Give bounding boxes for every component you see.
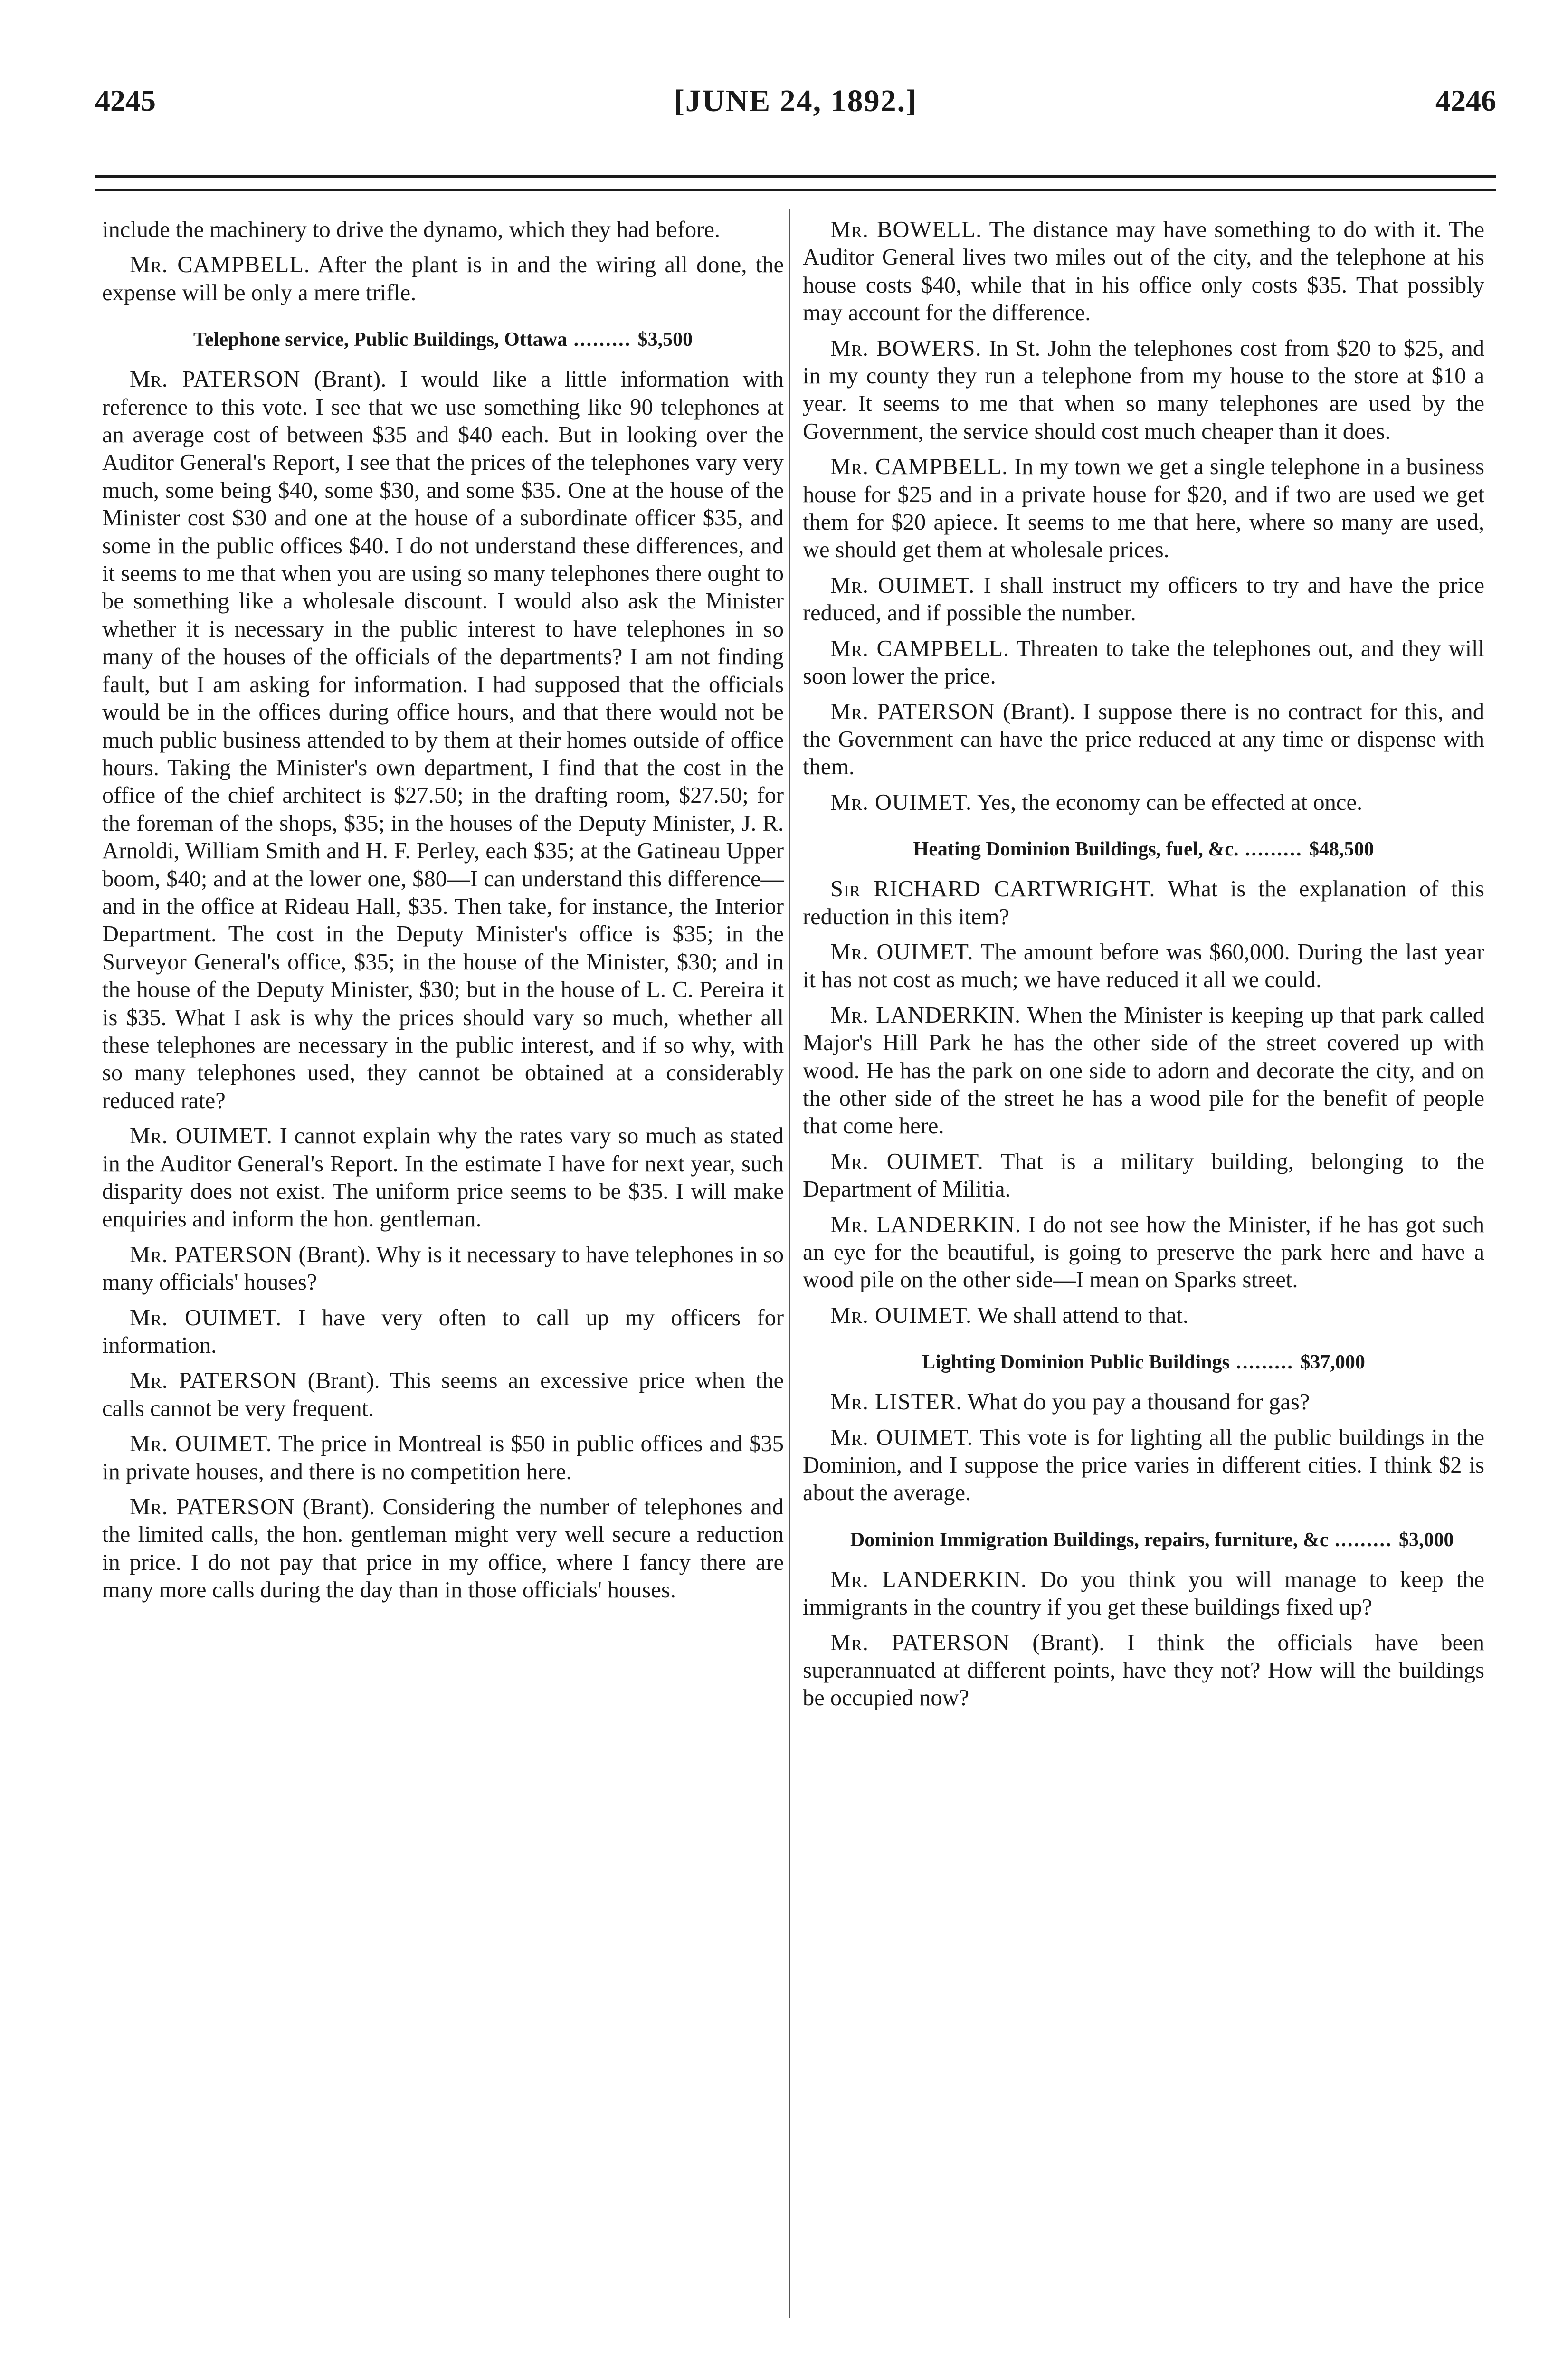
paragraph-text: Threaten to take the telephones out, and they will soon lower the price.	[803, 636, 1484, 689]
paragraph-text: I have very often to call up my officers for information.	[102, 1305, 784, 1358]
paragraph	[102, 216, 784, 244]
speaker-name: Mr. OUIMET.	[130, 1431, 272, 1457]
page-number-left: 4245	[95, 84, 156, 117]
paragraph-text: What do you pay a thousand for gas?	[967, 1389, 1310, 1415]
header-rule-thick	[95, 175, 1496, 178]
paragraph	[803, 1388, 1484, 1416]
paragraph	[803, 1002, 1484, 1140]
paragraph	[803, 335, 1484, 446]
estimate-item-leader: .........	[1238, 838, 1309, 861]
paragraph	[803, 1302, 1484, 1330]
paragraph-text: When the Minister is keeping up that park called Major's Hill Park he has the other side of the street covered up with wood. He has the park on one side to adorn and decorate the city, and on the other side of the street he has a wood pile for the benefit of people that come here.	[803, 1002, 1484, 1139]
speaker-name: Mr. LISTER.	[830, 1389, 962, 1415]
speaker-name: Mr. CAMPBELL.	[830, 454, 1008, 480]
speaker-name: Mr. OUIMET.	[830, 1302, 972, 1328]
paragraph	[803, 939, 1484, 994]
paragraph	[803, 216, 1484, 327]
estimate-item-leader: .........	[1328, 1529, 1399, 1551]
left-column	[102, 216, 784, 2325]
speaker-name: Mr. OUIMET.	[830, 572, 975, 598]
paragraph	[803, 789, 1484, 817]
paragraph-text: In St. John the telephones cost from $20 to $25, and in my county they run a telephone from my house to the store at $10 a year. It seems to me that when so many telephones are used by the Government, the service should cost much cheaper than it does.	[803, 335, 1484, 444]
estimate-item	[803, 1528, 1484, 1552]
paragraph-text: include the machinery to drive the dynamo, which they had before.	[102, 217, 720, 242]
paragraph	[102, 1430, 784, 1486]
speaker-name: Mr. LANDERKIN.	[830, 1212, 1021, 1237]
estimate-item-label: Dominion Immigration Buildings, repairs, furniture, &c	[850, 1529, 1329, 1551]
paragraph-text: The amount before was $60,000. During the last year it has not cost as much; we have reduced it all we could.	[803, 939, 1484, 993]
paragraph-text: This vote is for lighting all the public buildings in the Dominion, and I suppose the price varies in different cities. I think $2 is about the average.	[803, 1425, 1484, 1506]
speaker-riding: (Brant).	[314, 367, 387, 392]
estimate-item-leader: .........	[567, 329, 638, 351]
paragraph-text: I shall instruct my officers to try and have the price reduced, and if possible the number.	[803, 572, 1484, 626]
speaker-riding: (Brant).	[307, 1368, 380, 1394]
paragraph-text: I do not see how the Minister, if he has got such an eye for the beautiful, is going to preserve the park here and have a wood pile on the other side—I mean on Sparks street.	[803, 1212, 1484, 1293]
paragraph	[803, 875, 1484, 931]
paragraph-text: I cannot explain why the rates vary so much as stated in the Auditor General's Report. In the estimate I have for next year, such disparity does not exist. The uniform price seems to be $35. I will make enquiries and inform the hon. gentleman.	[102, 1123, 784, 1232]
paragraph-text: In my town we get a single telephone in a business house for $25 and in a private house for $20, and if two are used we get them for $20 apiece. It seems to me that here, where so many are used, we should get them at wholesale prices.	[803, 454, 1484, 563]
speaker-name: Mr. OUIMET.	[130, 1123, 273, 1149]
paragraph	[102, 1122, 784, 1234]
estimate-item	[803, 837, 1484, 861]
paragraph	[102, 366, 784, 1115]
paragraph-text: That is a military building, belonging to the Department of Militia.	[803, 1149, 1484, 1202]
speaker-name: Mr. PATERSON	[830, 1630, 1010, 1655]
speaker-name: Sir RICHARD CARTWRIGHT.	[830, 876, 1156, 902]
estimate-item-amount: $48,500	[1309, 838, 1374, 861]
paragraph	[102, 1241, 784, 1297]
speaker-riding: (Brant).	[1032, 1630, 1105, 1655]
speaker-name: Mr. OUIMET.	[830, 789, 972, 815]
paragraph	[803, 1566, 1484, 1622]
paragraph	[803, 1211, 1484, 1294]
paragraph	[803, 1629, 1484, 1712]
speaker-name: Mr. LANDERKIN.	[830, 1567, 1027, 1592]
page-header	[95, 83, 1496, 126]
paragraph	[803, 1148, 1484, 1204]
speaker-name: Mr. CAMPBELL.	[130, 252, 311, 278]
speaker-name: Mr. OUIMET.	[130, 1305, 282, 1330]
paragraph	[803, 572, 1484, 627]
estimate-item-amount: $3,500	[637, 329, 693, 351]
paragraph-text: Why is it necessary to have telephones in so many officials' houses?	[102, 1242, 784, 1295]
speaker-name: Mr. PATERSON	[130, 1368, 297, 1394]
paragraph	[803, 698, 1484, 781]
paragraph-text: This seems an excessive price when the calls cannot be very frequent.	[102, 1368, 784, 1421]
speaker-name: Mr. PATERSON	[130, 367, 301, 392]
paragraph-text: I suppose there is no contract for this, and the Government can have the price reduced at any time or dispense with them.	[803, 699, 1484, 780]
estimate-item-label: Lighting Dominion Public Buildings	[922, 1351, 1230, 1374]
estimate-item	[803, 1350, 1484, 1374]
estimate-item	[102, 328, 784, 352]
page-number-right: 4246	[1435, 84, 1496, 117]
right-column	[803, 216, 1484, 2325]
speaker-name: Mr. OUIMET.	[830, 1149, 984, 1174]
paragraph	[803, 453, 1484, 564]
paragraph-text: The price in Montreal is $50 in public offices and $35 in private houses, and there is no competition here.	[102, 1431, 784, 1484]
paragraph	[102, 1367, 784, 1423]
speaker-name: Mr. PATERSON	[130, 1494, 295, 1520]
speaker-name: Mr. PATERSON	[830, 699, 995, 724]
paragraph	[102, 1304, 784, 1360]
paragraph	[803, 1424, 1484, 1507]
speaker-riding: (Brant).	[1003, 699, 1075, 724]
speaker-name: Mr. PATERSON	[130, 1242, 293, 1267]
paragraph-text: Considering the number of telephones and the limited calls, the hon. gentleman might very well secure a reduction in price. I do not pay that price in my office, where I fancy there are many more calls during the day than in those officials' houses.	[102, 1494, 784, 1603]
paragraph-text: Do you think you will manage to keep the immigrants in the country if you get these buildings fixed up?	[803, 1567, 1484, 1620]
estimate-item-label: Heating Dominion Buildings, fuel, &c.	[913, 838, 1239, 861]
speaker-name: Mr. OUIMET.	[830, 1425, 973, 1450]
estimate-item-amount: $3,000	[1399, 1529, 1454, 1551]
page-date: [JUNE 24, 1892.]	[674, 84, 918, 118]
header-rule-thin	[95, 189, 1496, 191]
paragraph	[803, 635, 1484, 691]
paragraph-text: After the plant is in and the wiring all done, the expense will be only a mere trifle.	[102, 252, 784, 305]
column-divider	[789, 209, 790, 2318]
paragraph-text: What is the explanation of this reduction in this item?	[803, 876, 1484, 930]
paragraph-text: The distance may have something to do with it. The Auditor General lives two miles out of the city, and the telephone at his house costs $40, while that in his office only costs $35. That possibly may account for the difference.	[803, 217, 1484, 326]
speaker-name: Mr. BOWERS.	[830, 335, 982, 361]
speaker-riding: (Brant).	[298, 1242, 371, 1267]
paragraph-text: We shall attend to that.	[977, 1302, 1189, 1328]
paragraph	[102, 251, 784, 307]
estimate-item-leader: .........	[1229, 1351, 1301, 1374]
paragraph-text: I think the officials have been superannuated at different points, have they not? How will the buildings be occupied now?	[803, 1630, 1484, 1711]
speaker-name: Mr. CAMPBELL.	[830, 636, 1010, 661]
speaker-name: Mr. OUIMET.	[830, 939, 974, 965]
estimate-item-label: Telephone service, Public Buildings, Ottawa	[193, 329, 568, 351]
speaker-riding: (Brant).	[302, 1494, 375, 1520]
paragraph-text: Yes, the economy can be effected at once.	[977, 789, 1363, 815]
speaker-name: Mr. LANDERKIN.	[830, 1002, 1021, 1028]
paragraph-text: I would like a little information with reference to this vote. I see that we use something like 90 telephones at an average cost of between $35 and $40 each. But in looking over the Auditor General's Report, I see that the prices of the telephones vary very much, some being $40, some $30, and some $35. One at the house of the Minister cost $30 and one at the house of a subordinate officer $35, and some in the public offices $40. I do not understand these differences, and it seems to me that when you are using so many telephones there ought to be something like a wholesale discount. I would also ask the Minister whether it is necessary in the public interest to have telephones in so many of the houses of the officials of the departments? I am not finding fault, but I am asking for information. I had supposed that the officials would be in the offices during office hours, and that there would not be much public business attended to by them at their homes outside of office hours. Taking the Minister's own department, I find that the cost in the office of the chief architect is $27.50; in the drafting room, $27.50; for the foreman of the shops, $35; in the houses of the Deputy Minister, J. R. Arnoldi, William Smith and H. F. Perley, each $35; at the Gatineau Upper boom, $40; and at the lower one, $80—I can understand this difference—and in the office at Rideau Hall, $35. Then take, for instance, the Interior Department. The cost in the Deputy Minister's office is $35; in the Surveyor General's office, $35; in the house of the Minister, $30; and in the house of the Deputy Minister, $30; but in the house of L. C. Pereira it is $35. What I ask is why the prices should vary so much, whether all these telephones are necessary in the public interest, and if so why, with so many telephones used, they cannot be obtained at a considerably reduced rate?	[102, 367, 784, 1113]
paragraph	[102, 1493, 784, 1605]
estimate-item-amount: $37,000	[1300, 1351, 1365, 1374]
speaker-name: Mr. BOWELL.	[830, 217, 982, 242]
